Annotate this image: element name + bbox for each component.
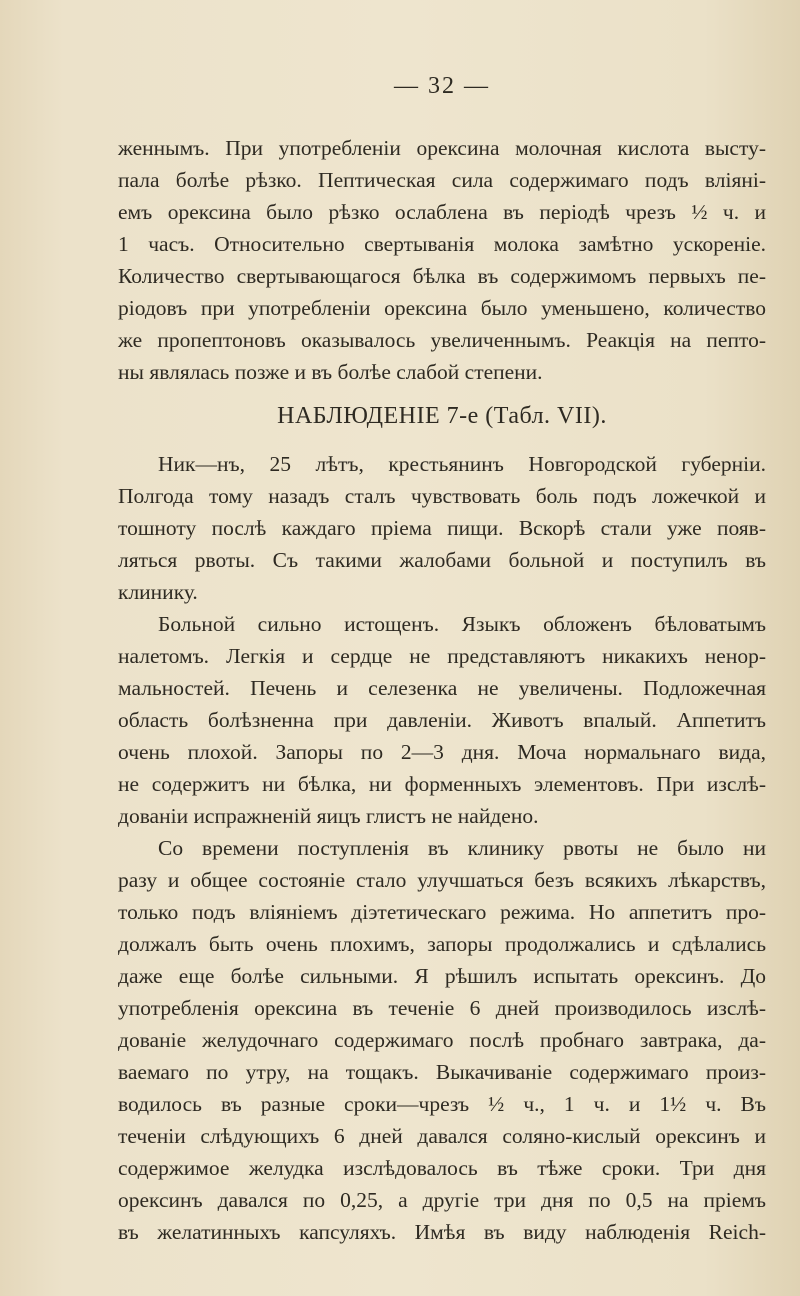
- text-line: налетомъ. Легкія и сердце не представляютъ никакихъ ненор-: [118, 644, 766, 668]
- text-line: Со времени поступленія въ клинику рвоты не было ни: [158, 836, 766, 860]
- text-line-last: дованіи испражненій яицъ глистъ не найдено.: [118, 804, 539, 828]
- section-heading: НАБЛЮДЕНІЕ 7-е (Табл. VII).: [277, 403, 607, 429]
- text-line: тошноту послѣ каждаго пріема пищи. Вскорѣ стали уже появ-: [118, 516, 766, 540]
- text-line: женнымъ. При употребленіи орексина молочная кислота высту-: [118, 136, 766, 160]
- text-line: содержимое желудка изслѣдовалось въ тѣже сроки. Три дня: [118, 1156, 766, 1180]
- text-line: Больной сильно истощенъ. Языкъ обложенъ бѣловатымъ: [158, 612, 766, 636]
- text-line: употребленія орексина въ теченіе 6 дней производилось изслѣ-: [118, 996, 766, 1020]
- page-number: — 32 —: [394, 73, 490, 99]
- text-line: только подъ вліяніемъ діэтетическаго режима. Но аппетитъ про-: [118, 900, 766, 924]
- text-line: орексинъ давался по 0,25, а другіе три дня по 0,5 на пріемъ: [118, 1188, 766, 1212]
- text-line: ваемаго по утру, на тощакъ. Выкачиваніе содержимаго произ-: [118, 1060, 766, 1084]
- text-line: водилось въ разные сроки—чрезъ ½ ч., 1 ч. и 1½ ч. Въ: [118, 1092, 766, 1116]
- text-line: Ник—нъ, 25 лѣтъ, крестьянинъ Новгородской губерніи.: [158, 452, 766, 476]
- text-line: не содержитъ ни бѣлка, ни форменныхъ элементовъ. При изслѣ-: [118, 772, 766, 796]
- text-line: дованіе желудочнаго содержимаго послѣ пробнаго завтрака, да-: [118, 1028, 766, 1052]
- text-line: мальностей. Печень и селезенка не увеличены. Подложечная: [118, 676, 766, 700]
- text-line: емъ орексина было рѣзко ослаблена въ періодѣ чрезъ ½ ч. и: [118, 200, 766, 224]
- text-line: 1 часъ. Относительно свертыванія молока замѣтно ускореніе.: [118, 232, 766, 256]
- text-line-last: ны являлась позже и въ болѣе слабой степени.: [118, 360, 543, 384]
- text-line: теченіи слѣдующихъ 6 дней давался соляно-кислый орексинъ и: [118, 1124, 766, 1148]
- text-line: разу и общее состояніе стало улучшаться безъ всякихъ лѣкарствъ,: [118, 868, 766, 892]
- text-line: должалъ быть очень плохимъ, запоры продолжались и сдѣлались: [118, 932, 766, 956]
- text-line: ляться рвоты. Съ такими жалобами больной и поступилъ въ: [118, 548, 766, 572]
- text-line: Полгода тому назадъ сталъ чувствовать боль подъ ложечкой и: [118, 484, 766, 508]
- text-line: даже еще болѣе сильными. Я рѣшилъ испытать орексинъ. До: [118, 964, 766, 988]
- text-line: въ желатинныхъ капсуляхъ. Имѣя въ виду наблюденія Reich-: [118, 1220, 766, 1244]
- text-line: же пропептоновъ оказывалось увеличеннымъ. Реакція на пепто-: [118, 328, 766, 352]
- text-line: Количество свертывающагося бѣлка въ содержимомъ первыхъ пе-: [118, 264, 766, 288]
- text-line: ріодовъ при употребленіи орексина было уменьшено, количество: [118, 296, 766, 320]
- text-line-last: клинику.: [118, 580, 198, 604]
- text-line: очень плохой. Запоры по 2—3 дня. Моча нормальнаго вида,: [118, 740, 766, 764]
- text-line: область болѣзненна при давленіи. Животъ впалый. Аппетитъ: [118, 708, 766, 732]
- text-line: пала болѣе рѣзко. Пептическая сила содержимаго подъ вліяні-: [118, 168, 766, 192]
